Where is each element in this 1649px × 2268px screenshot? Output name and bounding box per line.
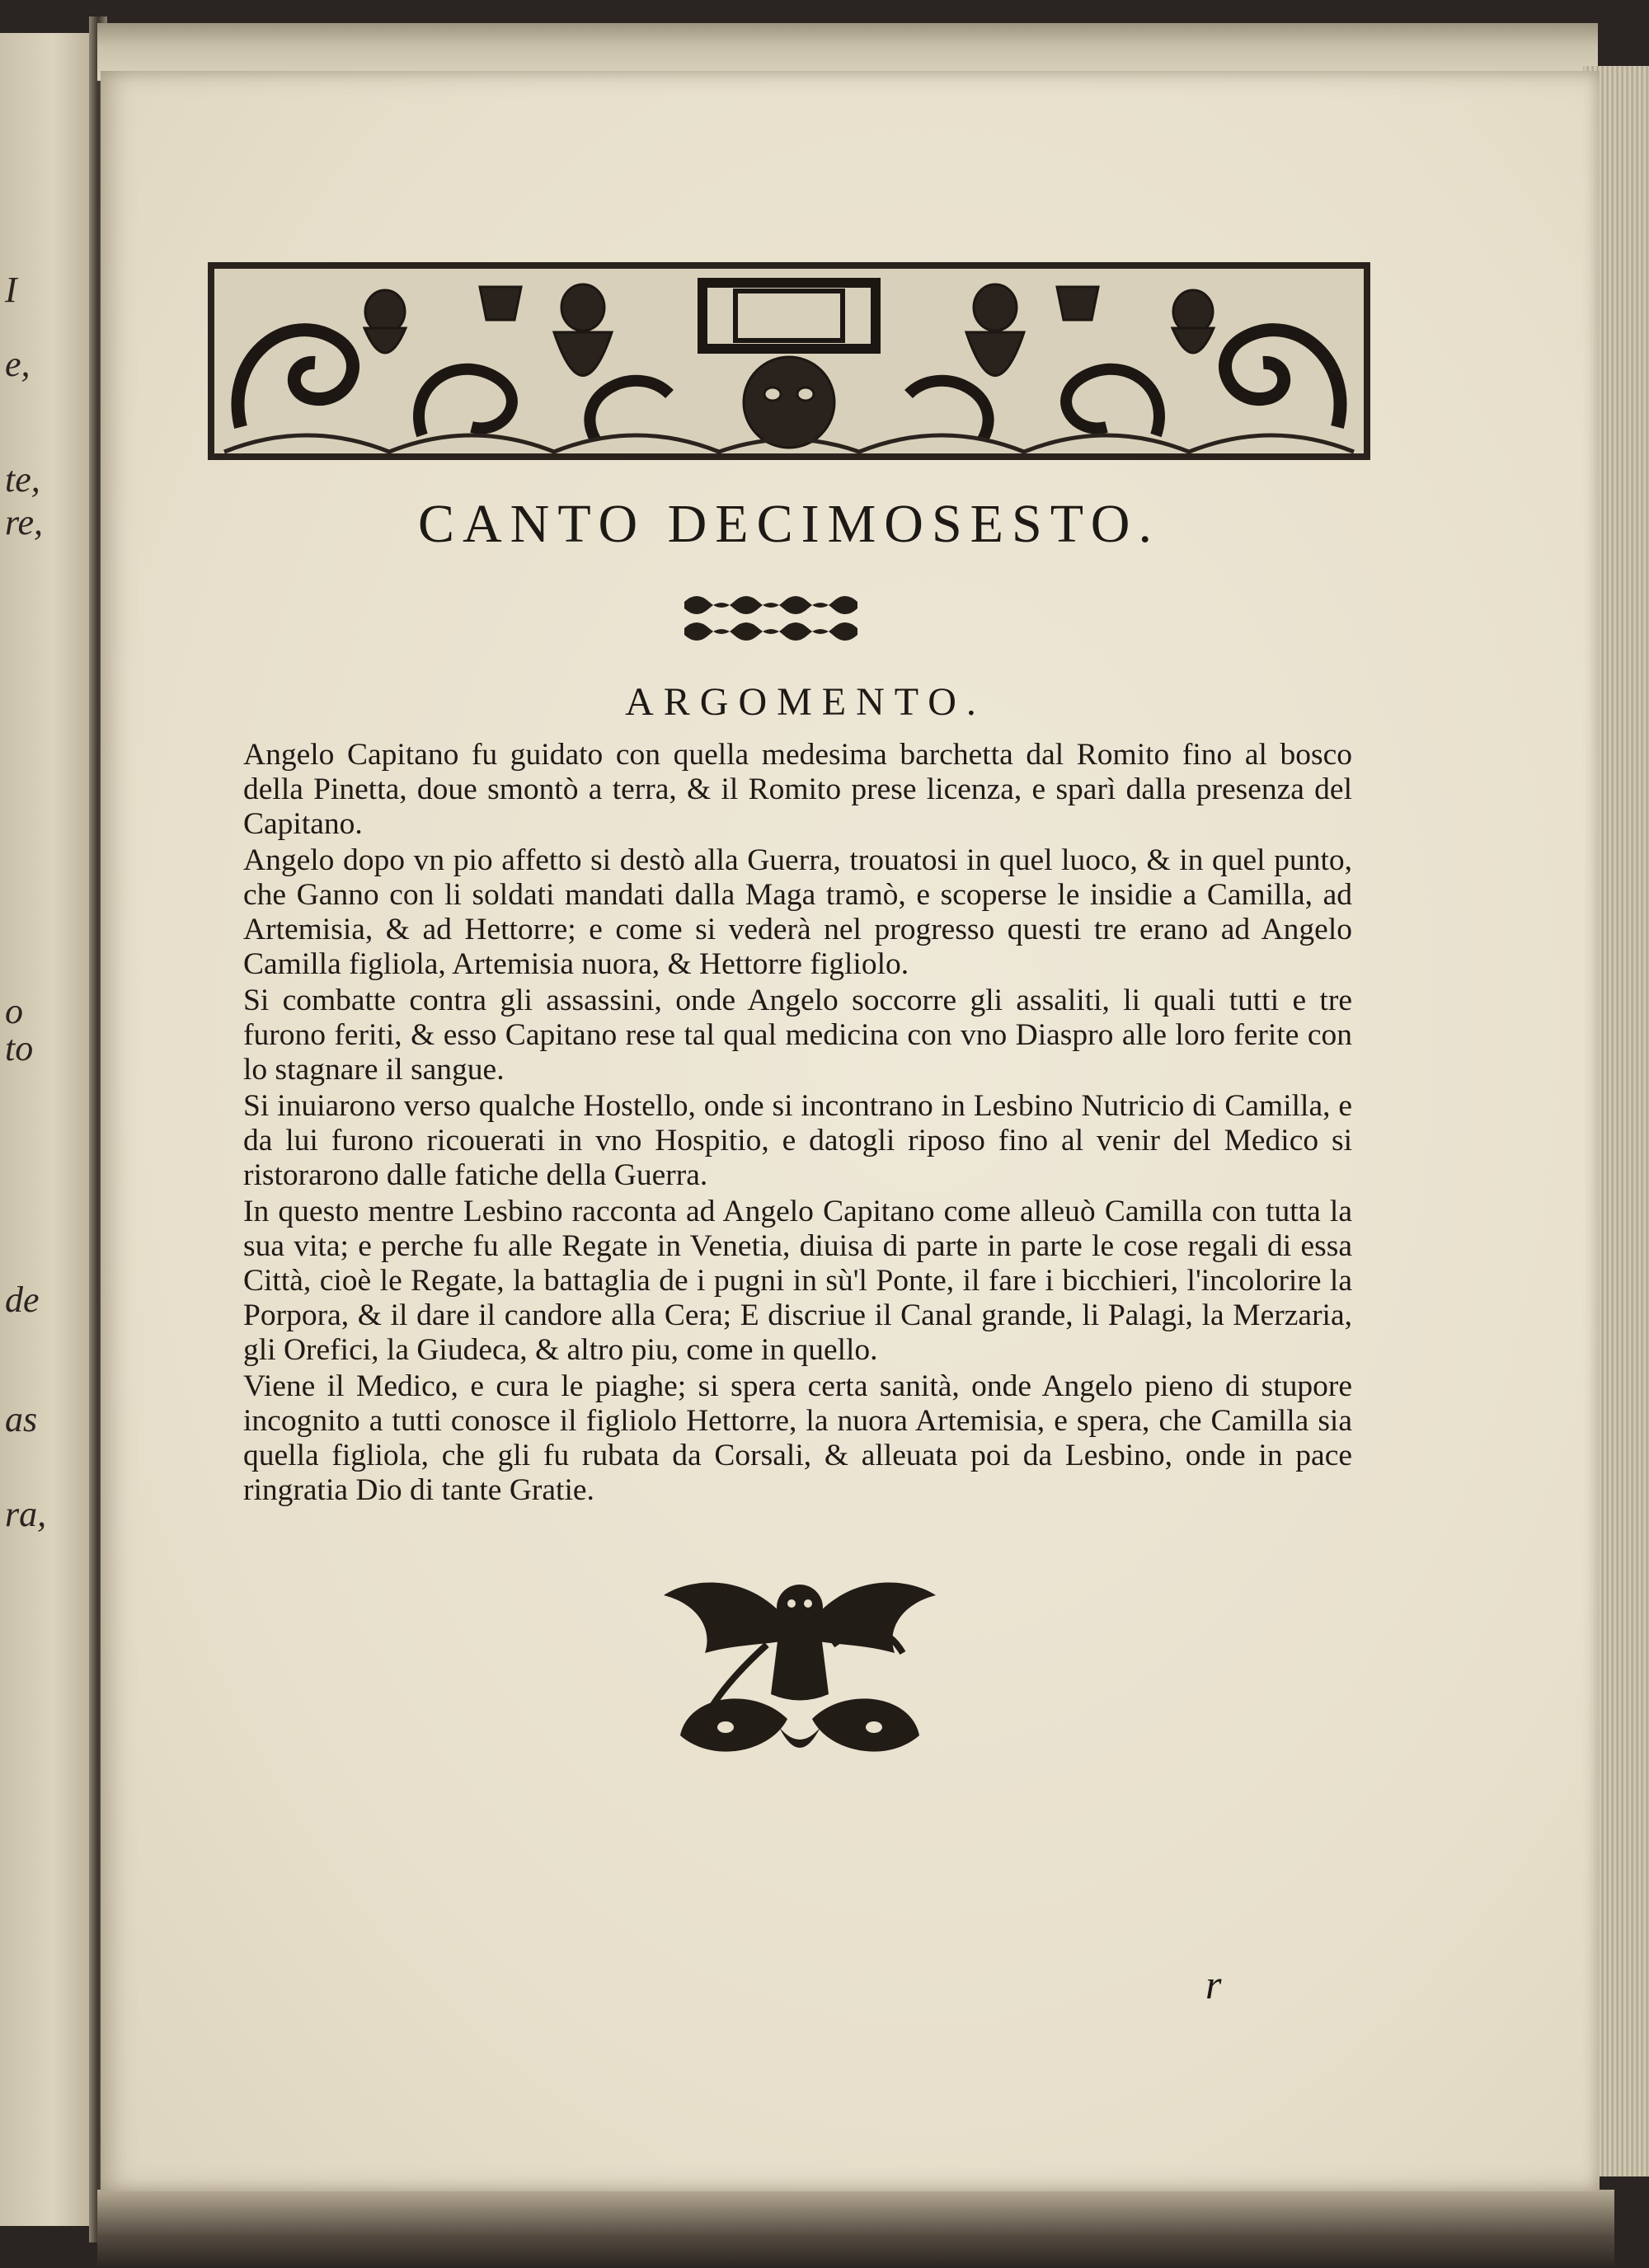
left-page-fragment: to <box>5 1028 34 1068</box>
signature-mark: r <box>1205 1961 1222 2007</box>
cherub-tailpiece-ornament <box>655 1562 944 1777</box>
argument-paragraph: Viene il Medico, e cura le piaghe; si spera certa sanità, onde Angelo pieno di stupore incognito a tutti conosce il figliolo Hettorre, la nuora Artemisia, e spera, che Camilla sia quella figliola, che gli fu rubata da Corsali, & alleuata poi da Lesbino, onde in pace ringratia Dio di tante Gratie. <box>243 1369 1352 1507</box>
left-page-fragment: as <box>5 1399 38 1439</box>
left-page-fragment: e, <box>5 344 31 384</box>
argument-paragraph: In questo mentre Lesbino racconta ad Angelo Capitano come alleuò Camilla con tutta la sua vita; e perche fu alle Regate in Venetia, diuisa di parte in parte le cose regali di essa Città, cioè le Regate, la battaglia de i pugni in sù'l Ponte, il fare i bicchieri, l'incolorire la Porpora, & il dare il candore alla Cera; E discriue il Canal grande, li Palagi, la Merzaria, gli Orefici, la Giudeca, & altro piu, come in quello. <box>243 1195 1352 1367</box>
argument-heading: ARGOMENTO. <box>625 680 986 724</box>
left-page-fragment: te, <box>5 459 40 500</box>
woodcut-headpiece-ornament <box>208 262 1370 460</box>
argument-paragraph: Si combatte contra gli assassini, onde Angelo soccorre gli assaliti, li quali tutti e tre furono feriti, & esso Capitano rese tal qual medicina con vno Diaspro alle loro ferite con lo stagnare il sangue. <box>243 984 1352 1087</box>
argument-paragraph: Si inuiarono verso qualche Hostello, onde si incontrano in Lesbino Nutricio di Camilla, e da lui furono ricouerati in vno Hospitio, e datogli riposo fino al venir del Medico si ristorarono dalle fatiche della Guerra. <box>243 1089 1352 1192</box>
left-page-fragment: o <box>5 991 23 1031</box>
book-bottom-edge <box>97 2190 1614 2268</box>
left-page-fragment: I <box>5 270 17 310</box>
argument-text-block <box>243 738 1352 1510</box>
argument-paragraph: Angelo Capitano fu guidato con quella medesima barchetta dal Romito fino al bosco della Pinetta, doue smontò a terra, & il Romito prese licenza, e sparì dalla presenza del Capitano. <box>243 738 1352 841</box>
argument-paragraph: Angelo dopo vn pio affetto si destò alla Guerra, trouatosi in quel luoco, & in quel punto, che Ganno con li soldati mandati dalla Maga tramò, e scoperse le insidie a Camilla, ad Artemisia, & ad Hettorre; e come si vederà nel progresso questi tre erano ad Angelo Camilla figliola, Artemisia nuora, & Hettorre figliolo. <box>243 843 1352 981</box>
left-page-fragment: re, <box>5 502 44 542</box>
fleuron-divider-ornament <box>676 587 874 645</box>
left-page-fragment: de <box>5 1280 40 1320</box>
left-page-fragment: ra, <box>5 1494 47 1534</box>
canto-title: CANTO DECIMOSESTO. <box>418 494 1160 554</box>
